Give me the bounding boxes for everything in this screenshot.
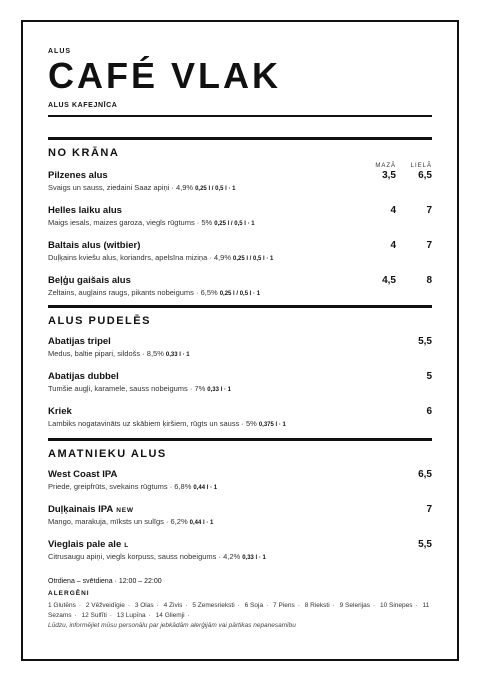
menu-item [48,371,432,393]
item-name: West Coast IPA [48,469,118,480]
menu-frame [21,20,459,661]
item-description: Svaigs un sauss, ziedaini Saaz apiņi · 4,9% 0,25 l / 0,5 l · 1 [48,183,236,192]
allergen-separator: · [74,612,77,619]
item-volume: 0,33 l · 1 [207,387,231,393]
allergen-item: 5 Zemesrieksti [192,602,235,609]
item-description: Lambiks nogatavināts uz skābiem ķiršiem, rūgts un sauss · 5% 0,375 l · 1 [48,419,286,428]
menu-item [48,205,432,227]
price-small: 3,5 [382,170,396,181]
item-volume: 0,375 l · 1 [258,422,286,428]
header-divider [48,115,432,117]
allergen-separator: · [109,612,112,619]
allergen-separator: · [266,602,269,609]
allergen-item: 9 Selerijas [339,602,370,609]
allergen-separator: · [332,602,335,609]
allergen-item: 7 Piens [273,602,295,609]
new-badge: NEW [116,507,134,514]
light-badge: L [124,542,130,549]
item-prices [396,539,432,550]
allergen-item: 14 Gliemji [155,612,185,619]
menu-item [48,469,432,491]
item-description: Citrusaugu apiņi, viegls korpuss, sauss nobeigums · 4,2% 0,33 l · 1 [48,552,266,561]
item-volume: 0,33 l · 1 [165,352,190,358]
allergen-separator: · [297,602,300,609]
allergen-item: 11 Sezams [48,602,430,619]
section-title: AMATNIEKU ALUS [48,448,167,460]
price-small: 4,5 [382,275,396,286]
item-description: Medus, baltie pipari, sildošs · 8,5% 0,33 l · 1 [48,349,190,358]
item-volume: 0,25 l / 0,5 l · 1 [233,256,274,262]
item-prices [360,275,432,286]
allergen-separator: · [127,602,131,609]
price-column-headers [48,163,432,169]
allergen-item: 8 Rieksti [304,602,330,609]
menu-item [48,275,432,297]
allergens-list [48,601,432,621]
menu-item [48,504,432,526]
item-description: Duļķains kviešu alus, koriandrs, apelsīna miziņa · 4,9% 0,25 l / 0,5 l · 1 [48,253,274,262]
brand-title: CAFÉ VLAK [48,55,281,96]
item-volume: 0,44 l · 1 [189,520,214,526]
menu-item [48,240,432,262]
section-craft [48,438,432,561]
menu-content [48,48,432,561]
header-kicker: ALUS [48,48,72,55]
item-description: Maigs iesals, maizes garoza, viegls rūgtums · 5% 0,25 l / 0,5 l · 1 [48,218,255,227]
price-small: 4 [390,205,396,216]
item-prices [396,469,432,480]
menu-item [48,336,432,358]
allergen-separator: · [185,602,188,609]
price-small: 4 [390,240,396,251]
item-prices [396,336,432,347]
item-prices [360,205,432,216]
allergen-item: 12 Sulfīti [81,612,107,619]
item-prices [360,170,432,181]
price-large: 7 [426,205,432,216]
item-description: Tumšie augļi, karamele, sauss nobeigums · 7% 0,33 l · 1 [48,384,231,393]
allergen-separator: · [148,612,151,619]
price: 5,5 [418,336,432,347]
item-volume: 0,44 l · 1 [193,485,218,491]
allergens-title: ALERGĒNI [48,590,90,597]
item-prices [360,240,432,251]
allergen-item: 6 Soja [244,602,264,609]
price: 6 [426,406,432,417]
item-name: Duļķainais IPA NEW [48,504,134,515]
item-description: Mango, marakuja, mīksts un sulīgs · 6,2% 0,44 l · 1 [48,517,214,526]
allergen-item: 2 Vēžveidīgie [85,602,125,609]
allergen-separator: · [78,602,81,609]
allergen-item: 1 Glutēns [48,602,76,609]
menu-footer [48,578,432,629]
menu-item [48,539,432,561]
opening-hours: Otrdiena – svētdiena · 12:00 – 22:00 [48,578,162,585]
price: 5,5 [418,539,432,550]
section-title: ALUS PUDELĒS [48,315,151,327]
section-title: NO KRĀNA [48,147,120,159]
allergen-separator: · [237,602,240,609]
item-name: Kriek [48,406,72,417]
allergen-separator: · [373,602,376,609]
price: 5 [426,371,432,382]
item-name: Baltais alus (witbier) [48,240,141,251]
allergen-separator: · [415,602,418,609]
item-name: Abatijas tripel [48,336,111,347]
item-name: Helles laiku alus [48,205,122,216]
item-name: Vieglais pale ale L [48,539,130,550]
item-name: Pilzenes alus [48,170,108,181]
item-volume: 0,25 l / 0,5 l · 1 [195,186,236,192]
allergen-separator: · [156,602,159,609]
allergen-item: 4 Zivis [163,602,183,609]
allergen-item: 13 Lupīna [116,612,146,619]
item-volume: 0,25 l / 0,5 l · 1 [214,221,255,227]
allergen-separator: · [187,612,190,619]
section-bottled [48,305,432,428]
allergen-item: 10 Sinepes [379,602,413,609]
item-prices [396,504,432,515]
item-description: Priede, greipfrūts, svekains rūgtums · 6,8% 0,44 l · 1 [48,482,218,491]
item-prices [396,406,432,417]
brand-subtitle: ALUS KAFEJNĪCA [48,102,118,109]
allergy-note: Lūdzu, informējiet mūsu personālu par jebkādām alerģijām vai pārtikas nepanesamību [48,622,296,629]
item-prices [396,371,432,382]
menu-item [48,406,432,428]
item-volume: 0,25 l / 0,5 l · 1 [219,291,261,297]
allergen-item: 3 Olas [134,602,154,609]
menu-item [48,170,432,192]
price: 7 [426,504,432,515]
section-tap [48,137,432,297]
price-large: 7 [426,240,432,251]
item-volume: 0,33 l · 1 [242,555,266,561]
price-large: 6,5 [418,170,432,181]
col-small-label: MAZĀ [375,163,396,169]
item-name: Abatijas dubbel [48,371,119,382]
price: 6,5 [418,469,432,480]
item-description: Zeltains, augļains raugs, pikants nobeigums · 6,5% 0,25 l / 0,5 l · 1 [48,288,261,297]
price-large: 8 [426,275,432,286]
item-name: Beļģu gaišais alus [48,275,131,286]
col-large-label: LIELĀ [410,163,432,169]
